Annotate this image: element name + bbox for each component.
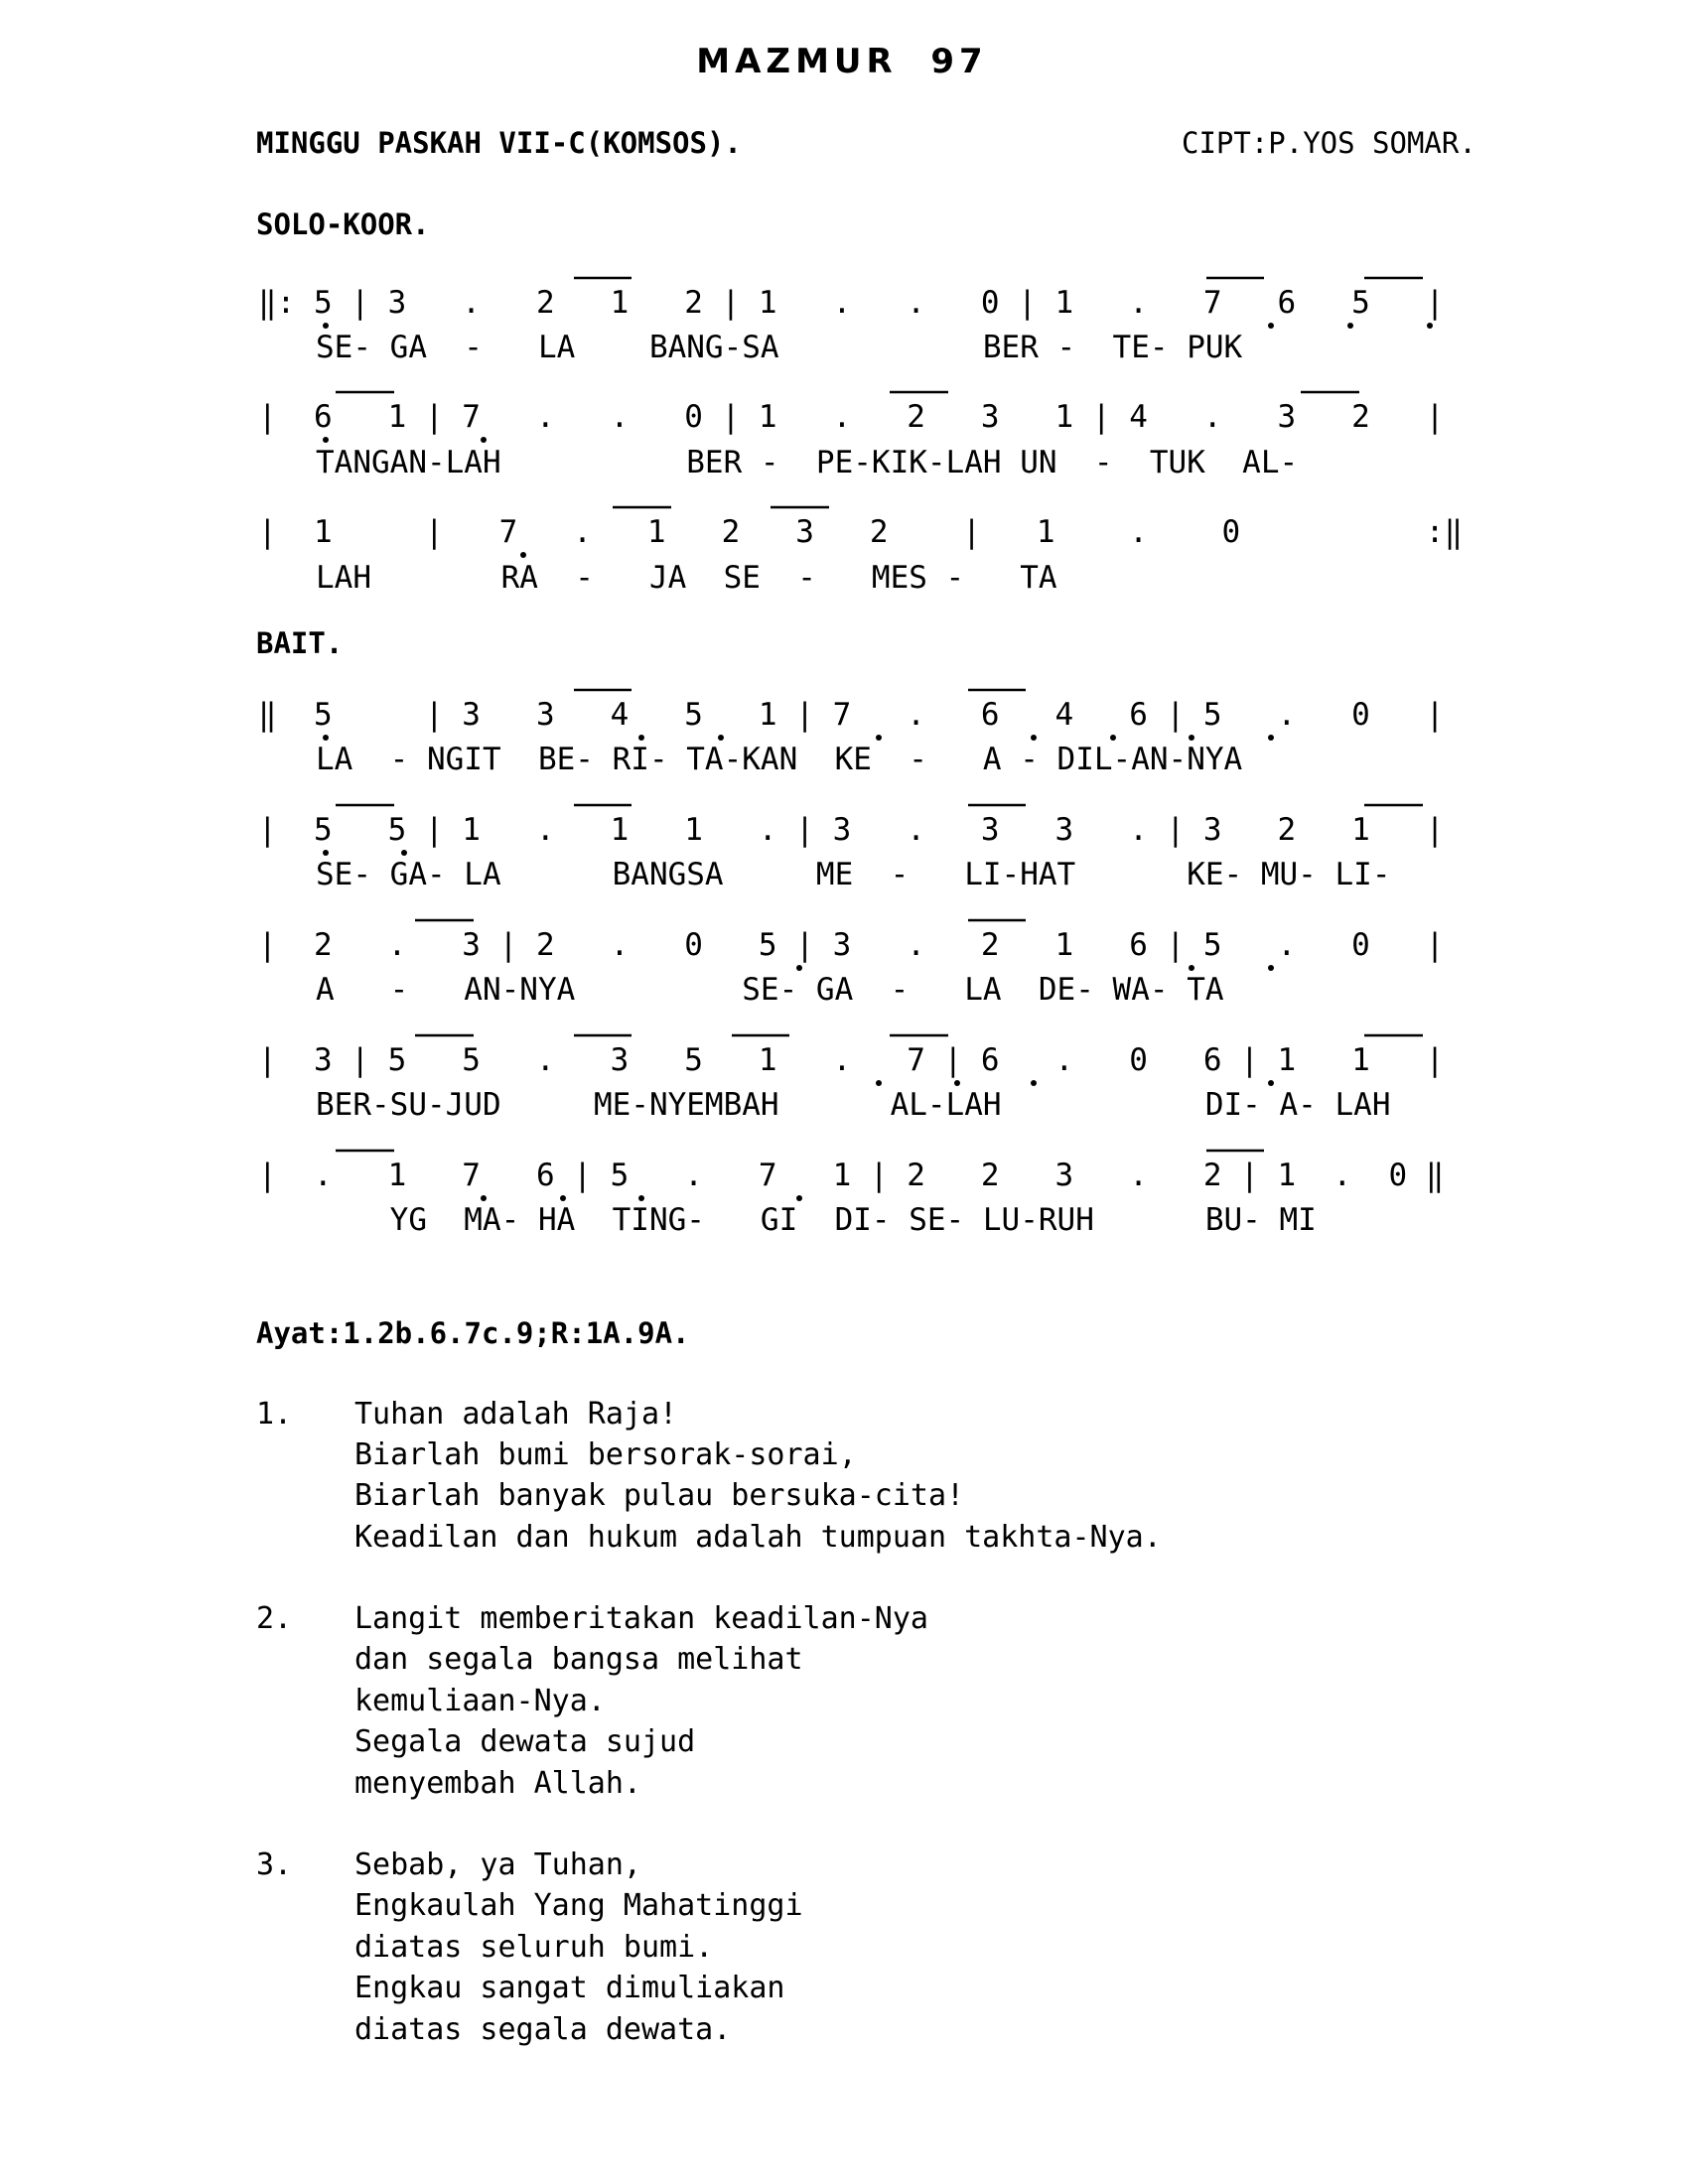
octave-dot (520, 552, 526, 558)
verse-3-line-1: Sebab, ya Tuhan, (354, 1847, 641, 1882)
verse-2-line-2: dan segala bangsa melihat (354, 1642, 803, 1677)
verse-2-line-1: Langit memberitakan keadilan-Nya (354, 1601, 928, 1636)
verse-notes-line-4: | 3 | 5 5 . 3 5 1 . 7 | 6 . 0 6 | 1 1 | (258, 1042, 1445, 1078)
octave-dot (796, 965, 802, 971)
octave-dot (481, 1195, 487, 1201)
verse-notes-line-3: | 2 . 3 | 2 . 0 5 | 3 . 2 1 6 | 5 . 0 | (258, 927, 1445, 963)
octave-dot (638, 1195, 644, 1201)
refrain-lyrics-line-1: SE- GA - LA BANG-SA BER - TE- PUK (316, 330, 1243, 365)
verse-2-line-5: menyembah Allah. (354, 1766, 641, 1801)
octave-dot (323, 850, 329, 856)
octave-dot (876, 1080, 882, 1086)
refrain-lyrics-line-3: LAH RA - JA SE - MES - TA (316, 560, 1057, 596)
verse-notes-line-2: | 5 5 | 1 . 1 1 . | 3 . 3 3 . | 3 2 1 | (258, 812, 1445, 848)
octave-dot (796, 1195, 802, 1201)
octave-dot (401, 850, 407, 856)
octave-dot (638, 735, 644, 741)
verse-3-line-2: Engkaulah Yang Mahatinggi (354, 1888, 803, 1923)
octave-dot (481, 437, 487, 443)
octave-dot (718, 735, 724, 741)
verse-number-3: 3. (256, 1847, 293, 1882)
octave-dot (1031, 1080, 1037, 1086)
verse-2-line-4: Segala dewata sujud (354, 1724, 696, 1759)
octave-dot (1189, 735, 1194, 741)
octave-dot (323, 437, 329, 443)
octave-dot (1189, 965, 1194, 971)
verse-label: BAIT. (256, 626, 344, 660)
verse-1-line-4: Keadilan dan hukum adalah tumpuan takhta-Nya. (354, 1520, 1162, 1555)
octave-dot (1268, 1080, 1274, 1086)
verse-number-2: 2. (256, 1601, 293, 1636)
refrain-notes-line-3: | 1 | 7 . 1 2 3 2 | 1 . 0 :‖ (258, 514, 1464, 550)
verse-1-line-2: Biarlah bumi bersorak-sorai, (354, 1437, 857, 1472)
verse-lyrics-line-4: BER-SU-JUD ME-NYEMBAH AL-LAH DI- A- LAH (316, 1087, 1391, 1123)
verse-notes-line-5: | . 1 7 6 | 5 . 7 1 | 2 2 3 . 2 | 1 . 0 ‖ (258, 1158, 1445, 1193)
refrain-notes-line-2: | 6 1 | 7 . . 0 | 1 . 2 3 1 | 4 . 3 2 | (258, 399, 1445, 435)
refrain-label: SOLO-KOOR. (256, 207, 430, 241)
octave-dots (323, 323, 1433, 1201)
octave-dot (1268, 323, 1274, 329)
octave-dot (1110, 735, 1116, 741)
subtitle: MINGGU PASKAH VII-C(KOMSOS). (256, 126, 742, 160)
octave-dot (1268, 965, 1274, 971)
verse-number-1: 1. (256, 1397, 293, 1432)
page-title: MAZMUR 97 (696, 42, 988, 81)
verse-lyrics-line-2: SE- GA- LA BANGSA ME - LI-HAT KE- MU- LI- (316, 857, 1391, 892)
refrain-notes-line-1: ‖: 5 | 3 . 2 1 2 | 1 . . 0 | 1 . 7 6 5 | (258, 285, 1445, 321)
verse-lyrics-line-5: YG MA- HA TING- GI DI- SE- LU-RUH BU- MI (316, 1202, 1317, 1238)
verse-3-line-4: Engkau sangat dimuliakan (354, 1971, 785, 2005)
octave-dot (1347, 323, 1353, 329)
beam-lines (336, 278, 1423, 1151)
verse-lyrics-line-3: A - AN-NYA SE- GA - LA DE- WA- TA (316, 972, 1224, 1008)
octave-dot (1268, 735, 1274, 741)
verse-1-line-3: Biarlah banyak pulau bersuka-cita! (354, 1478, 965, 1513)
octave-dot (560, 1195, 566, 1201)
verse-3-line-5: diatas segala dewata. (354, 2012, 732, 2047)
verse-2-line-3: kemuliaan-Nya. (354, 1684, 606, 1718)
verse-lyrics-line-1: LA - NGIT BE- RI- TA-KAN KE - A - DIL-AN-NYA (316, 742, 1243, 777)
verse-notes-line-1: ‖ 5 | 3 3 4 5 1 | 7 . 6 4 6 | 5 . 0 | (258, 697, 1445, 733)
verse-3-line-3: diatas seluruh bumi. (354, 1930, 714, 1965)
octave-dot (1427, 323, 1433, 329)
octave-dot (1031, 735, 1037, 741)
verse-1-line-1: Tuhan adalah Raja! (354, 1397, 678, 1432)
octave-dot (323, 323, 329, 329)
composer: CIPT:P.YOS SOMAR. (1182, 126, 1476, 160)
octave-dot (954, 1080, 960, 1086)
verse-reference: Ayat:1.2b.6.7c.9;R:1A.9A. (256, 1316, 690, 1350)
octave-dot (876, 735, 882, 741)
octave-dot (323, 735, 329, 741)
refrain-lyrics-line-2: TANGAN-LAH BER - PE-KIK-LAH UN - TUK AL- (316, 445, 1299, 480)
